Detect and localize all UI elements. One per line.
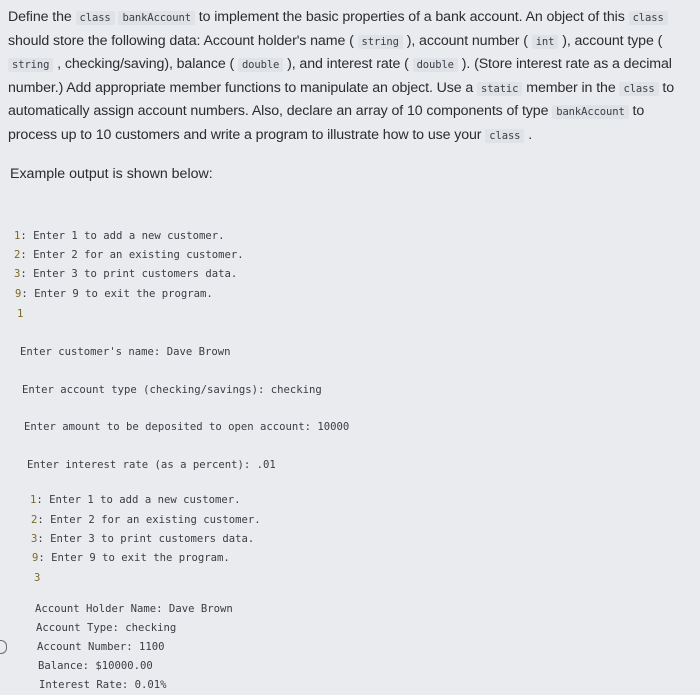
problem-text: to implement the basic properties of a bank account. An object of this xyxy=(194,9,629,25)
problem-text: . xyxy=(524,126,533,143)
problem-text: member in the xyxy=(522,79,620,96)
menu-text: : Enter 3 to print customers data. xyxy=(20,268,238,280)
menu-line xyxy=(15,288,213,300)
type-prompt: Enter account type (checking/savings): checking xyxy=(22,384,322,396)
problem-text: should store the following data: Account holder's name ( xyxy=(8,32,358,49)
menu-number: 3 xyxy=(31,533,38,545)
menu-number: 9 xyxy=(32,552,39,564)
menu-number: 3 xyxy=(14,268,21,280)
menu-number: 1 xyxy=(14,230,21,242)
menu-text: : Enter 1 to add a new customer. xyxy=(20,230,225,242)
menu-number: 2 xyxy=(31,514,38,526)
menu-choice: 1 xyxy=(17,308,24,320)
menu-choice: 3 xyxy=(34,572,41,584)
menu-text: : Enter 2 for an existing customer. xyxy=(37,514,261,526)
record-line: Account Number: 1100 xyxy=(37,641,165,653)
record-line: Interest Rate: 0.01% xyxy=(39,679,167,691)
inline-code: class xyxy=(485,129,524,143)
inline-code: static xyxy=(477,82,522,96)
problem-text: Define the xyxy=(8,9,76,25)
menu-text: : Enter 9 to exit the program. xyxy=(38,552,230,564)
menu-line xyxy=(14,268,237,280)
menu-number: 2 xyxy=(14,249,21,261)
inline-code: string xyxy=(8,58,53,72)
inline-code: int xyxy=(532,35,559,49)
problem-text: ), account number ( xyxy=(402,32,532,49)
menu-line xyxy=(14,230,225,242)
inline-code: class xyxy=(619,82,658,96)
menu-text: : Enter 2 for an existing customer. xyxy=(20,249,244,261)
example-heading: Example output is shown below: xyxy=(10,166,213,182)
inline-code: double xyxy=(413,58,458,72)
menu-text: : Enter 1 to add a new customer. xyxy=(36,494,241,506)
problem-text: to process up to 10 customers and write a program to illustrate how to use your xyxy=(8,103,645,143)
menu-line xyxy=(31,514,261,526)
menu-text: : Enter 9 to exit the program. xyxy=(21,288,213,300)
name-prompt: Enter customer's name: Dave Brown xyxy=(20,346,231,358)
problem-text: ). (Store interest rate as a decimal number.) Add appropriate member functions to manipulate an object. Use a xyxy=(8,56,672,96)
menu-line xyxy=(32,552,230,564)
rate-prompt: Enter interest rate (as a percent): .01 xyxy=(27,459,276,471)
problem-text: to automatically assign account numbers. Also, declare an array of 10 components of type xyxy=(8,79,675,119)
inline-code: class xyxy=(629,11,668,25)
console-output xyxy=(0,216,700,695)
problem-text: ), and interest rate ( xyxy=(283,56,413,72)
inline-code: bankAccount xyxy=(552,105,628,119)
record-line: Account Holder Name: Dave Brown xyxy=(35,603,233,615)
problem-statement xyxy=(8,6,694,147)
menu-line xyxy=(31,533,254,545)
menu-line xyxy=(30,494,241,506)
menu-text: : Enter 3 to print customers data. xyxy=(37,533,255,545)
menu-line xyxy=(14,249,244,261)
menu-number: 9 xyxy=(15,288,22,300)
inline-code: double xyxy=(238,58,283,72)
inline-code: bankAccount xyxy=(118,11,194,25)
record-line: Account Type: checking xyxy=(36,622,177,634)
inline-code: string xyxy=(358,35,403,49)
menu-number: 1 xyxy=(30,494,37,506)
inline-code: class xyxy=(76,11,115,25)
record-line: Balance: $10000.00 xyxy=(38,660,153,672)
problem-text: ), account type ( xyxy=(558,32,663,49)
problem-text: , checking/saving), balance ( xyxy=(53,56,238,72)
amount-prompt: Enter amount to be deposited to open account: 10000 xyxy=(24,421,350,433)
